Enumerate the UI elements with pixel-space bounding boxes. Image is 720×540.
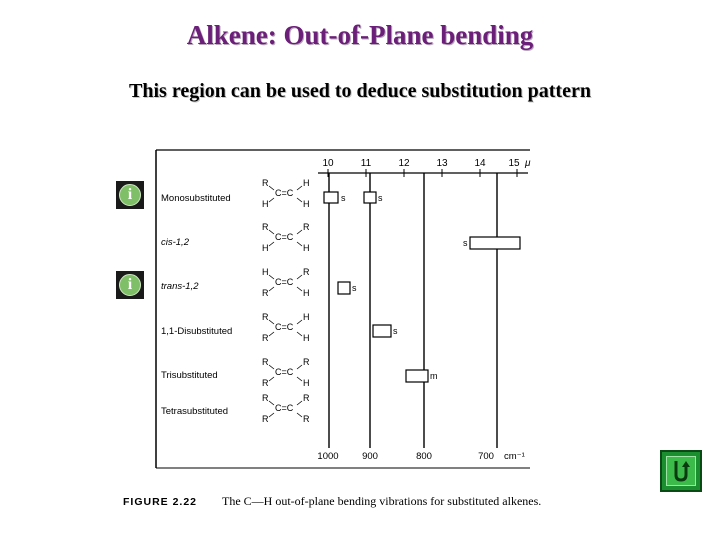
structure-mono <box>262 178 310 209</box>
top-tick-label: 14 <box>474 158 486 169</box>
svg-text:C=C: C=C <box>275 232 294 242</box>
top-tick-label: 10 <box>322 158 334 169</box>
row-label-tetra: Tetrasubstituted <box>161 406 229 417</box>
svg-text:H: H <box>262 199 269 209</box>
band-11-di <box>373 325 391 337</box>
top-tick-label: 15 <box>508 158 520 169</box>
svg-text:R: R <box>262 378 269 388</box>
top-tick <box>398 158 410 177</box>
svg-text:H: H <box>303 333 310 343</box>
svg-text:C=C: C=C <box>275 403 294 413</box>
band-tri <box>406 370 428 382</box>
slide-subtitle: This region can be used to deduce substitution pattern <box>129 80 591 102</box>
bottom-tick-label: 700 <box>478 451 494 462</box>
band-label: m <box>430 371 438 381</box>
top-tick-label: 11 <box>360 158 372 169</box>
svg-text:R: R <box>303 393 310 403</box>
svg-text:H: H <box>262 243 269 253</box>
svg-text:C=C: C=C <box>275 322 294 332</box>
svg-text:R: R <box>262 178 269 188</box>
top-tick <box>508 158 520 177</box>
reference-lines <box>329 173 497 448</box>
svg-text:R: R <box>303 267 310 277</box>
structure-tri <box>262 357 310 388</box>
svg-text:R: R <box>262 393 269 403</box>
row-label-11-di: 1,1-Disubstituted <box>161 326 233 337</box>
svg-text:H: H <box>303 178 310 188</box>
top-axis-ticks <box>322 158 531 177</box>
top-tick <box>322 158 334 177</box>
structure-trans <box>262 267 310 298</box>
info-icon: i <box>119 184 141 206</box>
svg-text:H: H <box>262 267 269 277</box>
row-label-trans: trans-1,2 <box>161 281 199 292</box>
svg-text:H: H <box>303 288 310 298</box>
figure-caption-text: The C—H out-of-plane bending vibrations for substituted alkenes. <box>222 494 542 508</box>
band-mono-1 <box>324 192 338 203</box>
bottom-axis-ticks <box>317 451 524 462</box>
band-trans <box>338 282 350 294</box>
top-tick <box>474 158 486 177</box>
svg-text:R: R <box>262 312 269 322</box>
band-mono-2 <box>364 192 376 203</box>
row-label-cis: cis-1,2 <box>161 237 189 248</box>
figure-caption-label: FIGURE 2.22 <box>123 496 198 508</box>
band-label: s <box>352 283 357 293</box>
top-axis-unit: μ <box>525 158 531 169</box>
svg-text:H: H <box>303 378 310 388</box>
row-label-tri: Trisubstituted <box>161 370 218 381</box>
row-label-mono: Monosubstituted <box>161 193 231 204</box>
svg-text:H: H <box>303 199 310 209</box>
band-intensity-labels <box>341 193 468 381</box>
bottom-tick-label: 800 <box>416 451 432 462</box>
svg-text:R: R <box>262 333 269 343</box>
top-tick-label: 13 <box>436 158 448 169</box>
band-label: s <box>463 238 468 248</box>
structure-11-di <box>262 312 310 343</box>
slide-title: Alkene: Out-of-Plane bending <box>186 20 534 50</box>
svg-text:R: R <box>262 288 269 298</box>
svg-text:C=C: C=C <box>275 277 294 287</box>
structure-cis <box>262 222 310 253</box>
band-label: s <box>341 193 346 203</box>
svg-text:R: R <box>262 222 269 232</box>
row-labels <box>161 193 232 417</box>
band-cis <box>470 237 520 249</box>
svg-text:C=C: C=C <box>275 367 294 377</box>
svg-text:C=C: C=C <box>275 188 294 198</box>
bottom-axis-unit: cm⁻¹ <box>504 451 525 462</box>
svg-text:R: R <box>303 414 310 424</box>
svg-text:R: R <box>262 414 269 424</box>
info-icon: i <box>119 274 141 296</box>
structure-tetra <box>262 393 310 424</box>
svg-text:R: R <box>303 222 310 232</box>
svg-text:R: R <box>262 357 269 367</box>
top-tick-label: 12 <box>398 158 410 169</box>
top-tick <box>436 158 448 177</box>
svg-text:R: R <box>303 357 310 367</box>
svg-text:H: H <box>303 312 310 322</box>
band-label: s <box>378 193 383 203</box>
alkene-structures <box>262 178 310 424</box>
bottom-tick-label: 900 <box>362 451 378 462</box>
bottom-tick-label: 1000 <box>317 451 339 462</box>
svg-text:H: H <box>303 243 310 253</box>
band-label: s <box>393 326 398 336</box>
